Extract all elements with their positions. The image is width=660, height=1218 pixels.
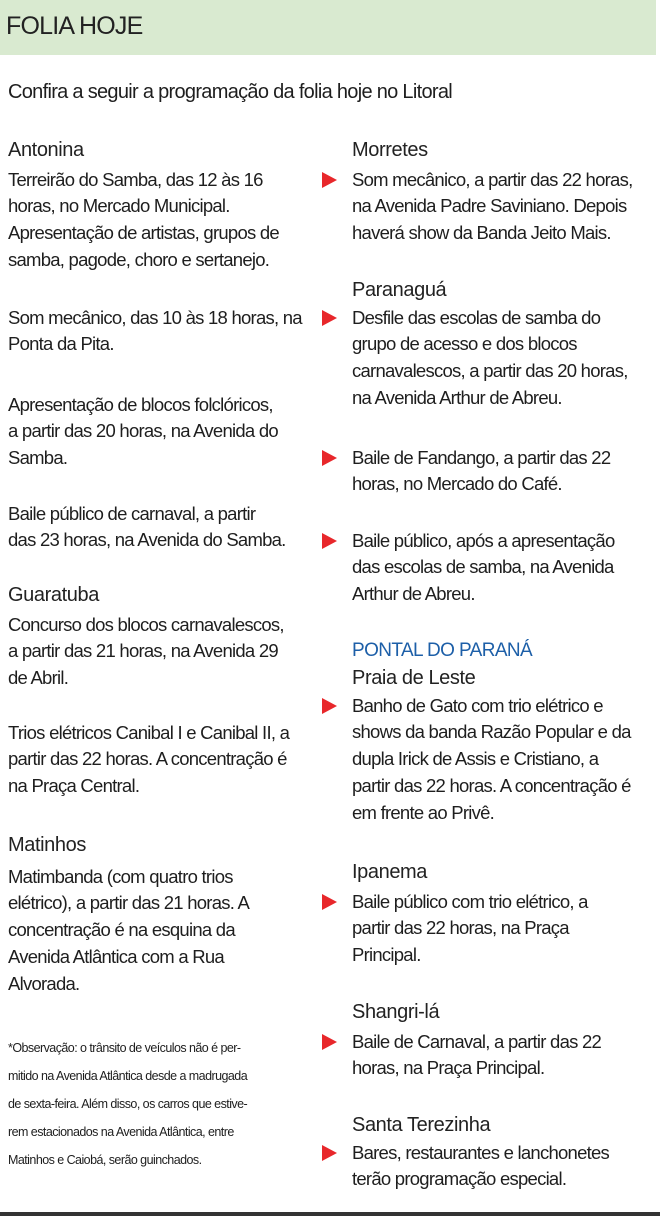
event-paragraph: [352, 167, 632, 247]
event-paragraph: [352, 889, 588, 969]
red-arrow-icon: [322, 172, 337, 188]
event-paragraph: [8, 720, 289, 800]
event-paragraph: [352, 528, 614, 608]
page-title: FOLIA HOJE: [6, 12, 143, 40]
text-line: em frente ao Privê.: [352, 801, 495, 823]
bottom-rule: [0, 1212, 660, 1216]
text-line: horas, na Praça Principal.: [352, 1057, 545, 1079]
event-paragraph: [352, 1140, 609, 1194]
text-line: das escolas de samba, na Avenida: [352, 556, 614, 578]
text-line: Baile de Carnaval, a partir das 22: [352, 1030, 602, 1052]
text-line: de Abril.: [8, 667, 69, 689]
event-paragraph: [8, 501, 286, 555]
text-line: dupla Irick de Assis e Cristiano, a: [352, 748, 599, 770]
red-arrow-icon: [322, 1034, 337, 1050]
text-line: terão programação especial.: [352, 1168, 567, 1190]
location-heading: Santa Terezinha: [352, 1114, 491, 1136]
text-line: haverá show da Banda Jeito Mais.: [352, 222, 611, 244]
text-line: partir das 22 horas. A concentração é: [8, 748, 287, 770]
text-line: Banho de Gato com trio elétrico e: [352, 694, 603, 716]
text-line: concentração é na esquina da: [8, 919, 235, 941]
text-line: na Avenida Padre Saviniano. Depois: [352, 195, 627, 217]
red-arrow-icon: [322, 533, 337, 549]
text-line: Principal.: [352, 944, 421, 966]
location-heading: Morretes: [352, 139, 428, 161]
text-line: grupo de acesso e dos blocos: [352, 333, 577, 355]
event-paragraph: [8, 305, 302, 359]
text-line: Concurso dos blocos carnavalescos,: [8, 613, 284, 635]
text-line: Matinhos e Caiobá, serão guinchados.: [8, 1153, 202, 1167]
text-line: Som mecânico, das 10 às 18 horas, na: [8, 306, 302, 328]
text-line: Som mecânico, a partir das 22 horas,: [352, 168, 633, 190]
text-line: Avenida Atlântica com a Rua: [8, 945, 224, 967]
text-line: Trios elétricos Canibal I e Canibal II, a: [8, 721, 290, 743]
text-line: de sexta-feira. Além disso, os carros que estive-: [8, 1097, 248, 1111]
text-line: elétrico), a partir das 21 horas. A: [8, 892, 250, 914]
text-line: carnavalescos, a partir das 20 horas,: [352, 360, 628, 382]
event-paragraph: [8, 392, 278, 472]
text-line: Samba.: [8, 447, 68, 469]
event-paragraph: [352, 1029, 601, 1083]
event-paragraph: [352, 445, 610, 499]
event-paragraph: [8, 612, 284, 692]
text-line: das 23 horas, na Avenida do Samba.: [8, 529, 286, 551]
location-heading: Matinhos: [8, 834, 86, 856]
text-line: shows da banda Razão Popular e da: [352, 721, 631, 743]
text-line: Matimbanda (com quatro trios: [8, 865, 233, 887]
text-line: Baile público de carnaval, a partir: [8, 502, 256, 524]
location-heading: Shangri-lá: [352, 1001, 440, 1023]
red-arrow-icon: [322, 1145, 337, 1161]
text-line: *Observação: o trânsito de veículos não é per-: [8, 1041, 241, 1055]
red-arrow-icon: [322, 698, 337, 714]
text-line: a partir das 21 horas, na Avenida 29: [8, 640, 278, 662]
text-line: Arthur de Abreu.: [352, 583, 475, 605]
red-arrow-icon: [322, 310, 337, 326]
text-line: partir das 22 horas. A concentração é: [352, 774, 631, 796]
text-line: Terreirão do Samba, das 12 às 16: [8, 168, 263, 190]
event-paragraph: [8, 167, 279, 274]
text-line: horas, no Mercado Municipal.: [8, 195, 230, 217]
text-line: a partir das 20 horas, na Avenida do: [8, 420, 278, 442]
location-heading: Ipanema: [352, 861, 428, 883]
text-line: Baile público, após a apresentação: [352, 529, 615, 551]
location-heading: Guaratuba: [8, 584, 99, 606]
event-paragraph: [352, 305, 628, 412]
location-heading: Antonina: [8, 139, 84, 161]
text-line: Baile de Fandango, a partir das 22: [352, 446, 611, 468]
text-line: na Praça Central.: [8, 775, 140, 797]
location-heading: Praia de Leste: [352, 667, 476, 689]
text-line: Ponta da Pita.: [8, 333, 114, 355]
text-line: mitido na Avenida Atlântica desde a madrugada: [8, 1069, 248, 1083]
event-paragraph: [352, 693, 631, 827]
text-line: na Avenida Arthur de Abreu.: [352, 386, 562, 408]
section-title: PONTAL DO PARANÁ: [352, 640, 533, 661]
left-column: [8, 0, 333, 1218]
intro-text: Confira a seguir a programação da folia hoje no Litoral: [8, 81, 453, 103]
text-line: partir das 22 horas, na Praça: [352, 917, 569, 939]
red-arrow-icon: [322, 894, 337, 910]
location-heading: Paranaguá: [352, 279, 447, 301]
text-line: Apresentação de artistas, grupos de: [8, 222, 279, 244]
text-line: Apresentação de blocos folclóricos,: [8, 393, 273, 415]
right-column: [352, 0, 660, 1218]
red-arrow-icon: [322, 450, 337, 466]
text-line: Baile público com trio elétrico, a: [352, 890, 588, 912]
event-paragraph: [8, 864, 249, 998]
text-line: Bares, restaurantes e lanchonetes: [352, 1141, 610, 1163]
footnote: [8, 1034, 247, 1174]
text-line: samba, pagode, choro e sertanejo.: [8, 248, 270, 270]
text-line: Alvorada.: [8, 972, 80, 994]
text-line: rem estacionados na Avenida Atlântica, entre: [8, 1125, 234, 1139]
text-line: Desfile das escolas de samba do: [352, 306, 601, 328]
text-line: horas, no Mercado do Café.: [352, 473, 562, 495]
